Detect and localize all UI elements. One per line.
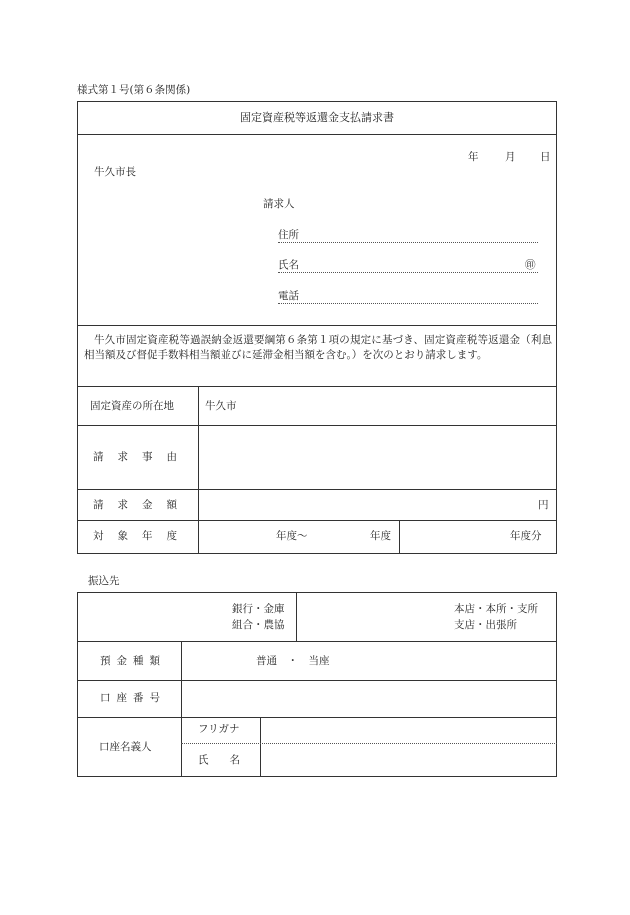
name-field[interactable] xyxy=(278,272,538,273)
bank-divider-1 xyxy=(77,641,557,642)
period-from: 年度～ xyxy=(276,530,308,542)
holder-name-field[interactable] xyxy=(261,744,556,776)
row-divider-2 xyxy=(77,489,557,490)
phone-label: 電話 xyxy=(278,290,299,302)
branch-type-1: 本店・本所・支所 xyxy=(454,603,538,615)
location-value[interactable]: 牛久市 xyxy=(205,400,237,412)
row-divider-3 xyxy=(77,520,557,521)
form-number: 様式第１号(第６条関係) xyxy=(77,84,191,96)
deposit-type-label: 預金種類 xyxy=(100,655,166,667)
date-year-label: 年 xyxy=(468,151,479,163)
period-to: 年度 xyxy=(370,530,391,542)
amount-unit: 円 xyxy=(538,499,549,511)
period-divider xyxy=(399,520,400,554)
statement-divider xyxy=(77,386,557,387)
location-label: 固定資産の所在地 xyxy=(90,400,174,412)
seal-mark: ㊞ xyxy=(525,259,536,271)
account-number-field[interactable] xyxy=(182,681,556,717)
furigana-label: フリガナ xyxy=(198,723,240,735)
bank-section-label: 振込先 xyxy=(88,575,120,587)
reason-field[interactable] xyxy=(199,426,556,489)
period-suffix: 年度分 xyxy=(510,530,542,542)
title-divider xyxy=(77,134,557,135)
header-divider xyxy=(77,325,557,326)
name-label: 氏名 xyxy=(278,259,299,271)
bank-row-divider xyxy=(296,592,297,641)
phone-field[interactable] xyxy=(278,303,538,304)
account-number-label: 口座番号 xyxy=(100,692,166,704)
form-title: 固定資産税等返還金支払請求書 xyxy=(240,111,394,124)
address-label: 住所 xyxy=(278,229,299,241)
statement-text: 牛久市固定資産税等過誤納金返還要綱第６条第１項の規定に基づき、固定資産税等返還金（利息相当額及び督促手数料相当額並びに延滞金相当額を含む。）を次のとおり請求します。 xyxy=(84,334,552,361)
addressee: 牛久市長 xyxy=(94,166,136,178)
branch-type-2: 支店・出張所 xyxy=(454,619,517,631)
date-day-label: 日 xyxy=(540,151,551,163)
period-label: 対象年度 xyxy=(93,530,191,542)
account-holder-label: 口座名義人 xyxy=(99,741,152,753)
bank-type-1: 銀行・金庫 xyxy=(232,603,285,615)
bank-type-2: 組合・農協 xyxy=(232,619,285,631)
claimant-label: 請求人 xyxy=(263,198,295,210)
date-month-label: 月 xyxy=(505,151,516,163)
address-field[interactable] xyxy=(278,242,538,243)
furigana-field[interactable] xyxy=(261,718,556,742)
deposit-type-value[interactable]: 普通 ・ 当座 xyxy=(256,655,330,667)
reason-label: 請求事由 xyxy=(93,451,191,463)
holder-name-label: 氏 名 xyxy=(198,754,240,766)
amount-label: 請求金額 xyxy=(93,499,191,511)
